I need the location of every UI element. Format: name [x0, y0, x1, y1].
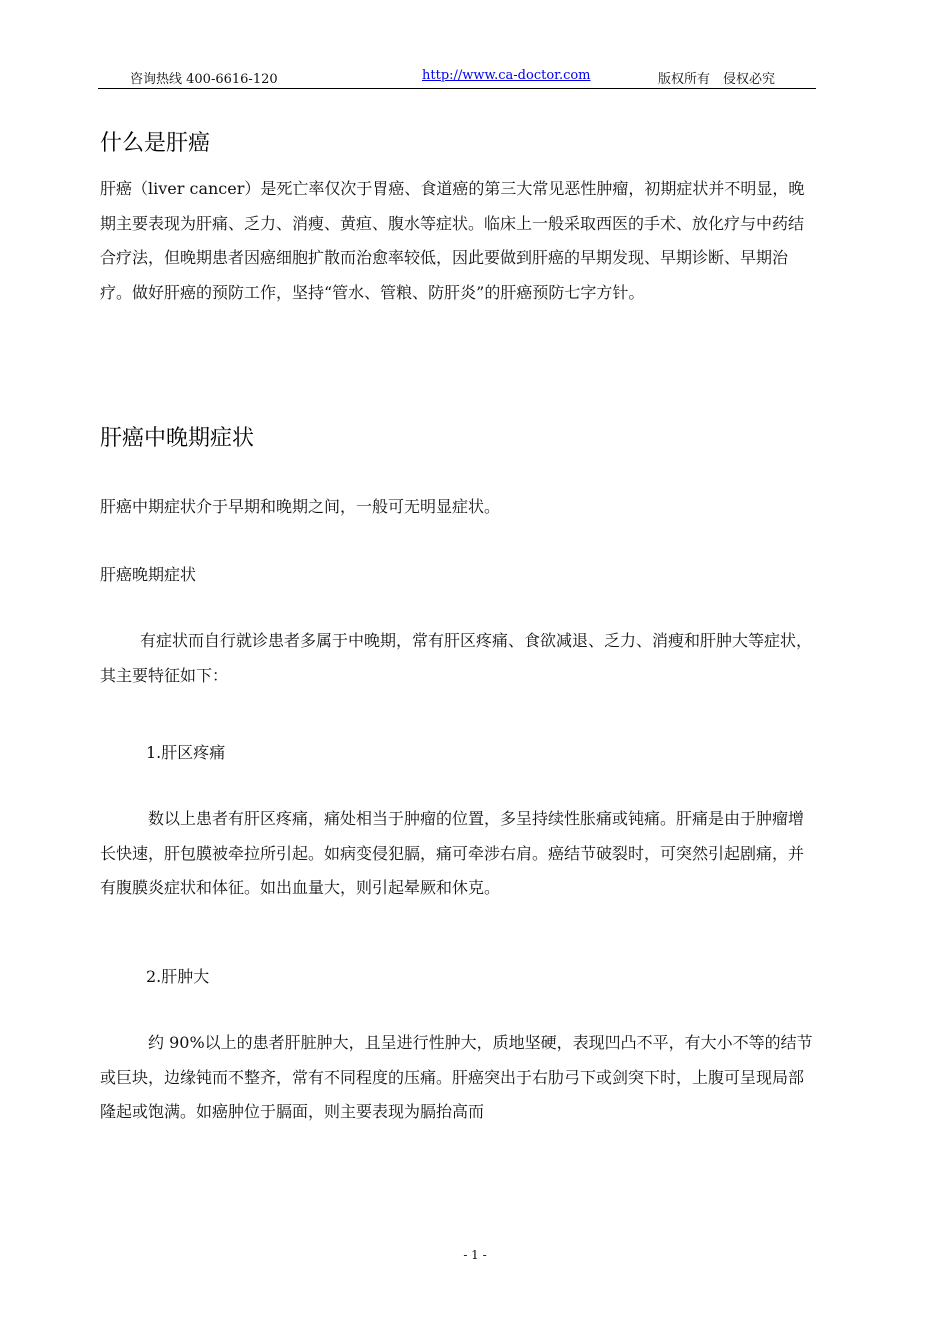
intro-paragraph: 肝癌（liver cancer）是死亡率仅次于胃癌、食道癌的第三大常见恶性肿瘤，初期症状并不明显，晚期主要表现为肝痛、乏力、消瘦、黄疸、腹水等症状。临床上一般采取西医的手术、放化疗与中药结合疗法，但晚期患者因癌细胞扩散而治愈率较低，因此要做到肝癌的早期发现、早期诊断、早期治疗。做好肝癌的预防工作，坚持“管水、管粮、防肝炎”的肝癌预防七字方针。 — [100, 179, 805, 302]
copyright-text: 版权所有 侵权必究 — [658, 72, 776, 87]
section-title-what-is-liver-cancer: 什么是肝癌 — [100, 131, 211, 156]
website-link[interactable]: http://www.ca-doctor.com — [422, 68, 591, 83]
mid-stage-paragraph: 肝癌中期症状介于早期和晚期之间，一般可无明显症状。 — [100, 497, 501, 516]
symptom-2-paragraph: 约 90%以上的患者肝脏肿大，且呈进行性肿大，质地坚硬，表现凹凸不平，有大小不等的结节或巨块，边缘钝而不整齐，常有不同程度的压痛。肝癌突出于右肋弓下或剑突下时，上腹可呈现局部隆起或饱满。如癌肿位于膈面，则主要表现为膈抬高而 — [100, 1033, 813, 1121]
page-header — [98, 66, 816, 89]
symptom-1-heading: 1.肝区疼痛 — [146, 743, 226, 762]
section-title-mid-late-symptoms: 肝癌中晚期症状 — [100, 426, 255, 451]
symptom-1-paragraph: 数以上患者有肝区疼痛，痛处相当于肿瘤的位置，多呈持续性胀痛或钝痛。肝痛是由于肿瘤增长快速，肝包膜被牵拉所引起。如病变侵犯膈，痛可牵涉右肩。癌结节破裂时，可突然引起剧痛，并有腹膜炎症状和体征。如出血量大，则引起晕厥和休克。 — [100, 809, 805, 897]
symptom-2-heading: 2.肝肿大 — [146, 967, 210, 986]
late-stage-paragraph: 有症状而自行就诊患者多属于中晚期，常有肝区疼痛、食欲减退、乏力、消瘦和肝肿大等症状，其主要特征如下： — [100, 631, 813, 685]
page-number: - 1 - — [463, 1248, 487, 1262]
late-stage-subheading: 肝癌晚期症状 — [100, 565, 197, 584]
hotline-text: 咨询热线 400-6616-120 — [130, 72, 278, 87]
